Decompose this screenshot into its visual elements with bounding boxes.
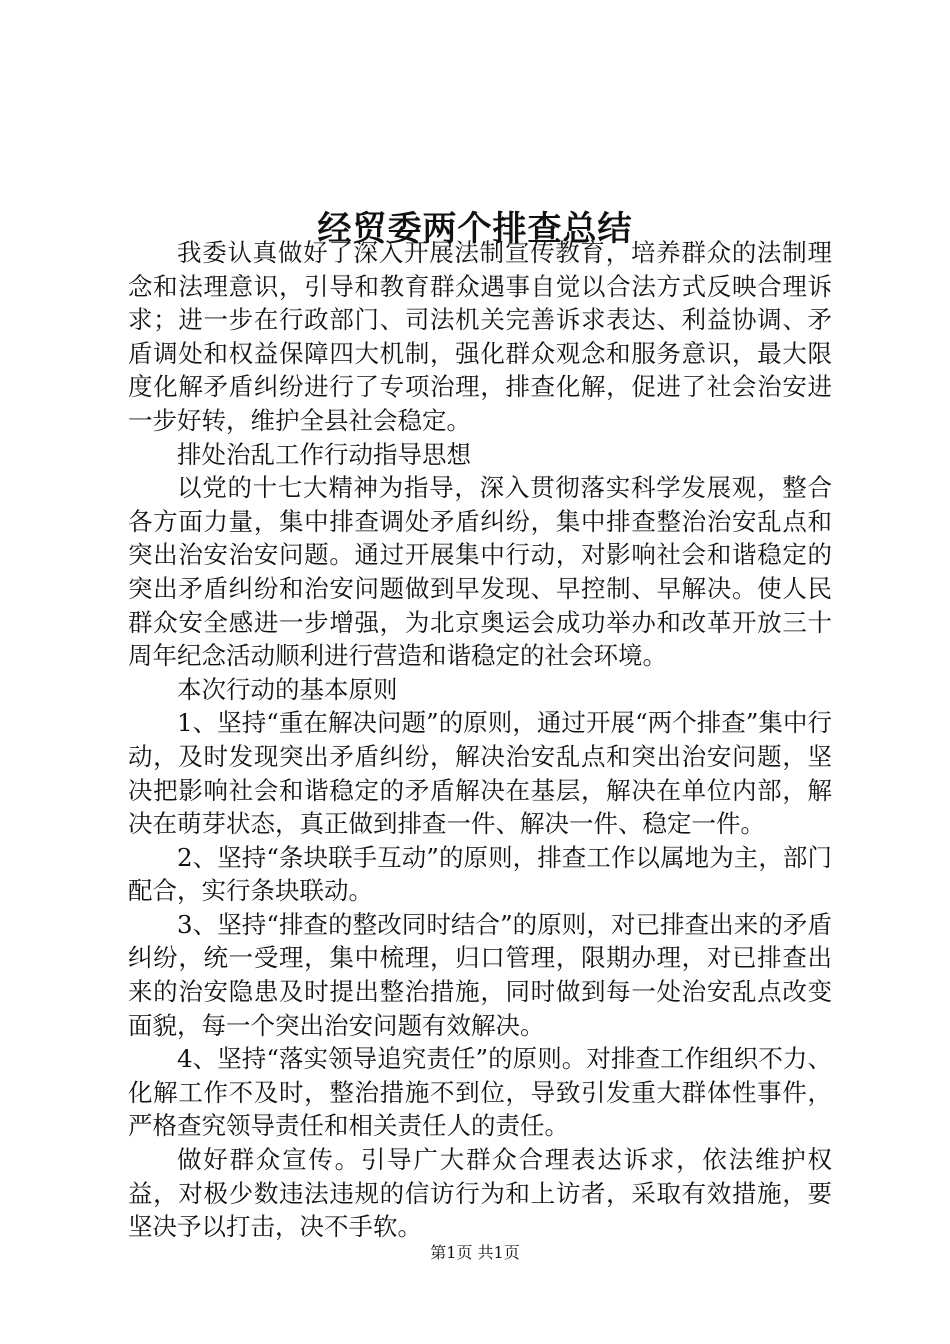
paragraph-intro: 我委认真做好了深入开展法制宣传教育，培养群众的法制理念和法理意识，引导和教育群众遇事自觉以合法方式反映合理诉求；进一步在行政部门、司法机关完善诉求表达、利益协调、矛盾调处和权益保障四大机制，强化群众观念和服务意识，最大限度化解矛盾纠纷进行了专项治理，排查化解，促进了社会治安进一步好转，维护全县社会稳定。 <box>128 238 832 435</box>
paragraph-principle-4: 4、坚持“落实领导追究责任”的原则。对排查工作组织不力、化解工作不及时，整治措施不到位，导致引发重大群体性事件，严格查究领导责任和相关责任人的责任。 <box>128 1044 832 1141</box>
paragraph-guiding-thought: 以党的十七大精神为指导，深入贯彻落实科学发展观，整合各方面力量，集中排查调处矛盾纠纷，集中排查整治治安乱点和突出治安治安问题。通过开展集中行动，对影响社会和谐稳定的突出矛盾纠纷和治安问题做到早发现、早控制、早解决。使人民群众安全感进一步增强，为北京奥运会成功举办和改革开放三十周年纪念活动顺利进行营造和谐稳定的社会环境。 <box>128 473 832 671</box>
document-title: 经贸委两个排查总结 <box>317 208 633 249</box>
paragraph-publicity: 做好群众宣传。引导广大群众合理表达诉求，依法维护权益，对极少数违法违规的信访行为和上访者，采取有效措施，要坚决予以打击，决不手软。 <box>128 1145 832 1242</box>
paragraph-principle-1: 1、坚持“重在解决问题”的原则，通过开展“两个排查”集中行动，及时发现突出矛盾纠纷，解决治安乱点和突出治安问题，坚决把影响社会和谐稳定的矛盾解决在基层，解决在单位内部，解决在萌芽状态，真正做到排查一件、解决一件、稳定一件。 <box>128 708 832 839</box>
document-body <box>128 236 832 1244</box>
section-heading-guiding-thought: 排处治乱工作行动指导思想 <box>177 439 471 469</box>
section-heading-basic-principles: 本次行动的基本原则 <box>177 674 398 704</box>
paragraph-principle-3: 3、坚持“排查的整改同时结合”的原则，对已排查出来的矛盾纠纷，统一受理，集中梳理，归口管理，限期办理，对已排查出来的治安隐患及时提出整治措施，同时做到每一处治安乱点改变面貌，每一个突出治安问题有效解决。 <box>128 909 832 1040</box>
paragraph-principle-2: 2、坚持“条块联手互动”的原则，排查工作以属地为主，部门配合，实行条块联动。 <box>128 842 832 906</box>
page-footer: 第1页 共1页 <box>430 1243 520 1262</box>
